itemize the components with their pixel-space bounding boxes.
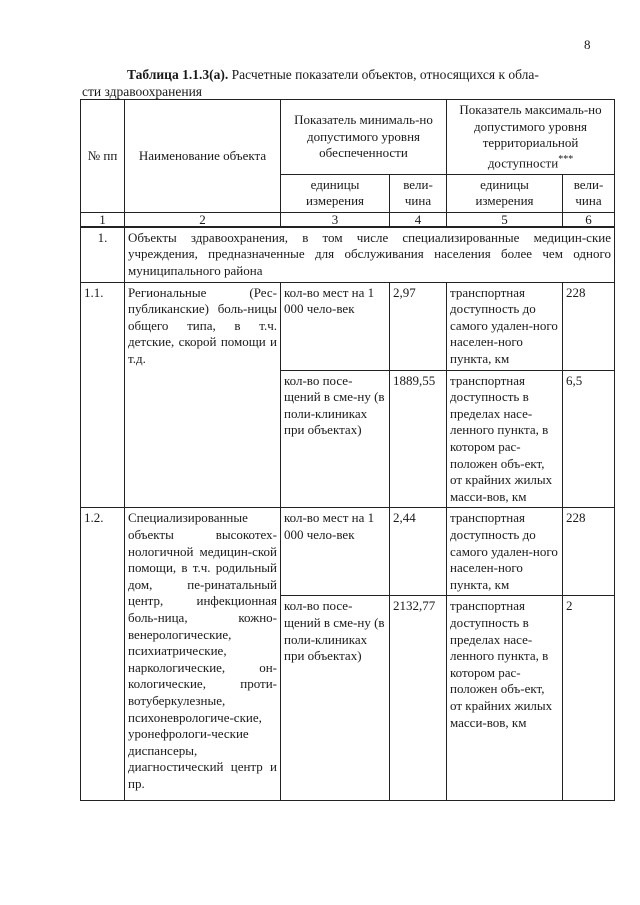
row-value2: 228 [563,508,615,596]
row-unit2: транспортная доступность в пределах насе-ленного пункта, в котором рас-положен объ-ект, от крайних жилых масси-вов, км [447,370,563,508]
row-num: 1.1. [81,282,125,508]
col-number: 1 [81,212,125,227]
page-number: 8 [584,37,591,52]
table-row [81,508,615,596]
header-units2: единицы измерения [447,174,563,212]
row-unit2: транспортная доступность до самого удален-ного населен-ного пункта, км [447,282,563,370]
table-caption [82,66,612,100]
table-row [81,282,615,370]
row-value2: 2 [563,596,615,801]
header-num: № пп [81,100,125,213]
row-num: 1.2. [81,508,125,801]
col-number: 5 [447,212,563,227]
header-units: единицы измерения [281,174,390,212]
norms-table [80,99,615,801]
row-value2: 6,5 [563,370,615,508]
header-name: Наименование объекта [125,100,281,213]
caption-label: Таблица 1.1.3(а). [127,67,229,82]
caption-title: Расчетные показатели объектов, относящихся к обла- [228,67,539,82]
row-name: Специализированные объекты высокотех-нологичной медицин-ской помощи, в т.ч. родильный дом, пе-ринатальный центр, инфекционная боль-ница, кожно-венерологические, психиатрические, наркологические, он-кологические, проти-вотуберкулезные, психоневрологиче-ские, уронефрологи-ческие диспансеры, диагностический центр и пр. [125,508,281,801]
col-number: 6 [563,212,615,227]
section-num: 1. [81,227,125,282]
row-unit: кол-во посе-щений в сме-ну (в поли-клиниках при объектах) [281,370,390,508]
row-name: Региональные (Рес-публиканские) боль-ницы общего типа, в т.ч. детские, скорой помощи и т.д. [125,282,281,508]
col-number: 2 [125,212,281,227]
header-row [81,100,615,175]
row-value: 2132,77 [390,596,447,801]
row-value2: 228 [563,282,615,370]
row-value: 1889,55 [390,370,447,508]
col-number: 4 [390,212,447,227]
header-min: Показатель минималь-но допустимого уровня обеспеченности [281,100,447,175]
col-number: 3 [281,212,390,227]
header-max: Показатель максималь-но допустимого уровня территориальной доступности*** [447,100,615,175]
section-row [81,227,615,282]
row-unit: кол-во мест на 1 000 чело-век [281,282,390,370]
column-numbers-row [81,212,615,227]
row-unit: кол-во мест на 1 000 чело-век [281,508,390,596]
row-unit: кол-во посе-щений в сме-ну (в поли-клиниках при объектах) [281,596,390,801]
row-unit2: транспортная доступность до самого удален-ного населен-ного пункта, км [447,508,563,596]
header-value: вели-чина [390,174,447,212]
header-value2: вели-чина [563,174,615,212]
row-value: 2,97 [390,282,447,370]
row-unit2: транспортная доступность в пределах насе-ленного пункта, в котором рас-положен объ-ект, от крайних жилых масси-вов, км [447,596,563,801]
section-text: Объекты здравоохранения, в том числе специализированные медицин-ские учреждения, предназначенные для обслуживания населения более чем одного муниципального района [125,227,615,282]
caption-title-cont: сти здравоохранения [82,84,203,99]
row-value: 2,44 [390,508,447,596]
